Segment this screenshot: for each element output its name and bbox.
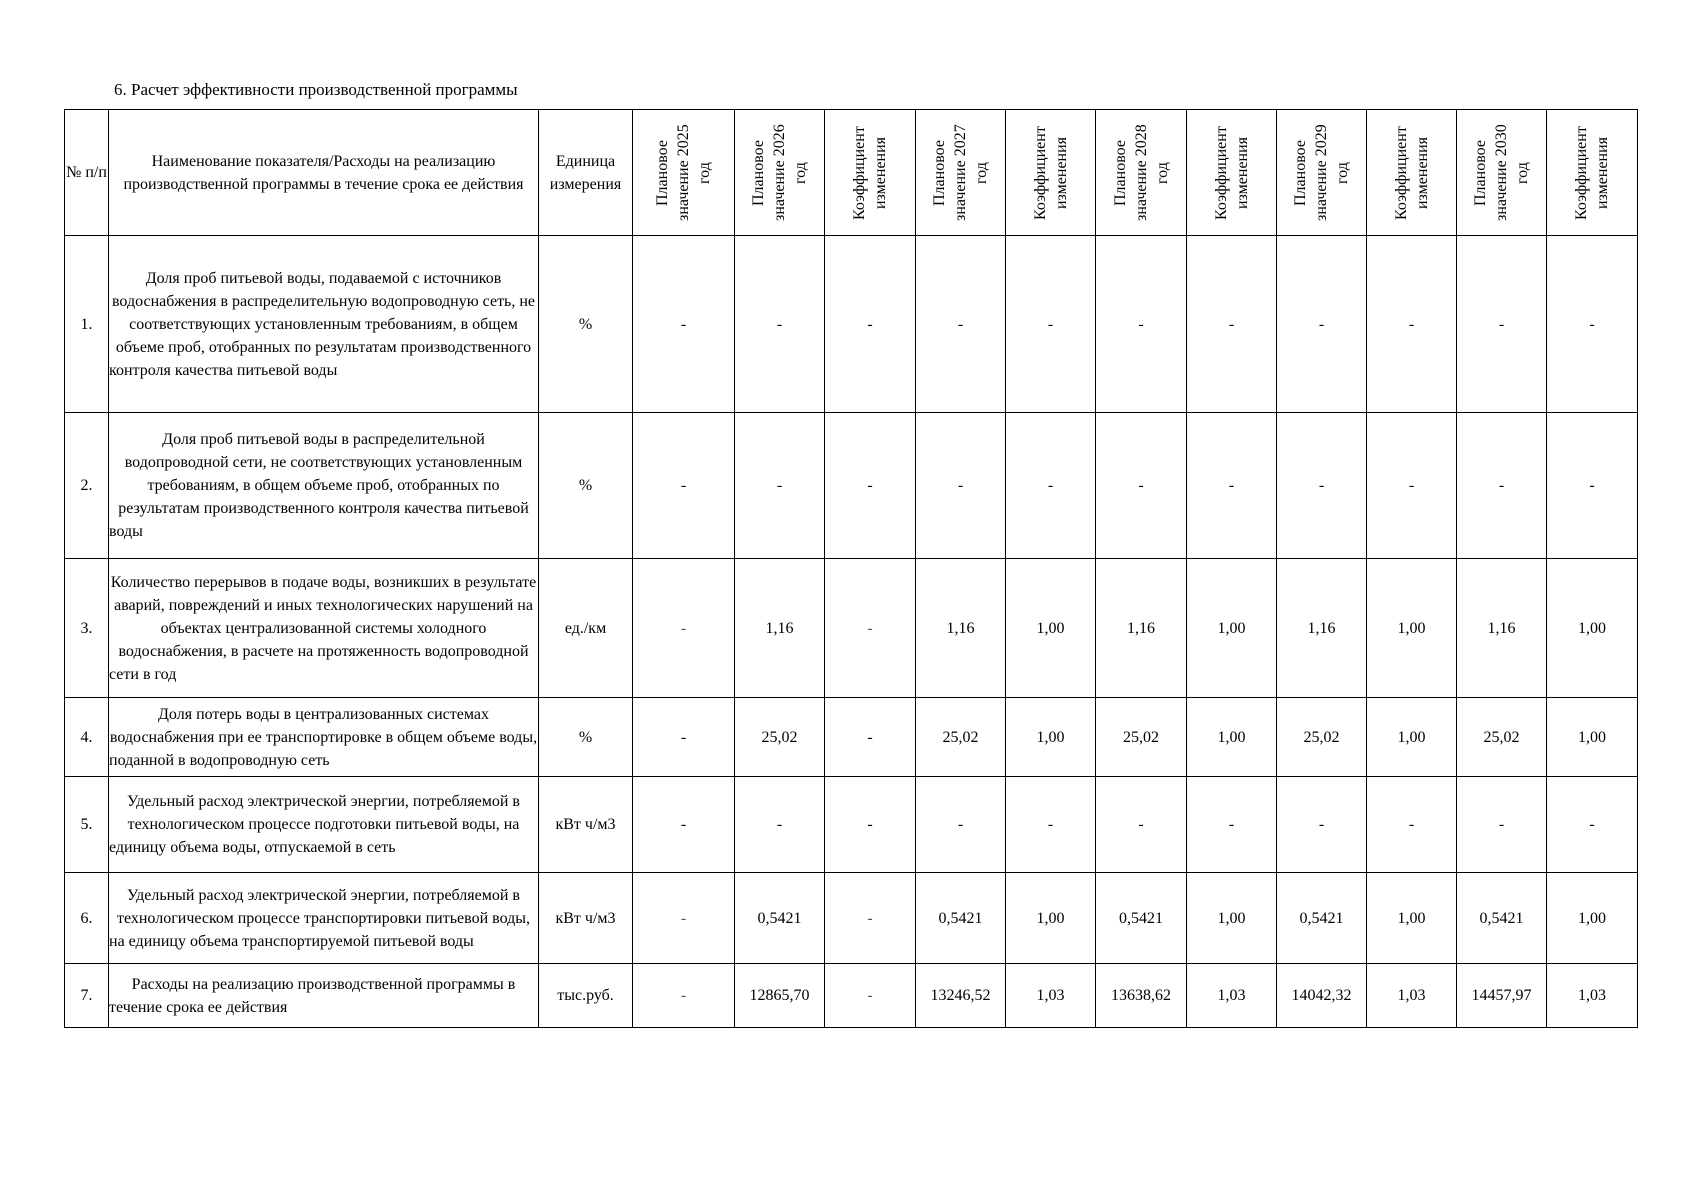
row-value-cell: 1,16: [1096, 559, 1187, 698]
row-value-cell: 1,00: [1006, 698, 1096, 777]
row-value-cell: -: [1187, 236, 1277, 413]
table-header-row: [65, 110, 1638, 236]
row-value-cell: 0,5421: [735, 873, 825, 964]
header-plan-2026: [735, 110, 825, 236]
row-value-cell: 1,00: [1367, 698, 1457, 777]
row-value-cell: 1,16: [1277, 559, 1367, 698]
row-indicator-name: Доля проб питьевой воды в распределительной водопроводной сети, не соответствующих установленным требованиям, в общем объеме проб, отобранных по результатам производственного контроля качества питьевой воды: [109, 413, 539, 559]
row-value-cell: -: [633, 559, 735, 698]
row-value-cell: 25,02: [1457, 698, 1547, 777]
row-value-cell: -: [633, 413, 735, 559]
row-indicator-name: Расходы на реализацию производственной программы в течение срока ее действия: [109, 964, 539, 1028]
header-plan-2028-label: Плановое значение 2028 год: [1111, 124, 1171, 221]
row-value-cell: 14457,97: [1457, 964, 1547, 1028]
row-value-cell: -: [1096, 236, 1187, 413]
header-coef-2028: [1187, 110, 1277, 236]
header-coef-2030-label: Коэффициент изменения: [1573, 125, 1611, 220]
header-num: № п/п: [65, 110, 109, 236]
row-value-cell: 25,02: [1277, 698, 1367, 777]
row-unit: кВт ч/м3: [539, 873, 633, 964]
header-unit: Единица измерения: [539, 110, 633, 236]
row-value-cell: -: [735, 236, 825, 413]
row-value-cell: -: [916, 236, 1006, 413]
row-unit: кВт ч/м3: [539, 777, 633, 873]
header-coef-2029: [1367, 110, 1457, 236]
row-value-cell: 1,00: [1547, 559, 1638, 698]
row-indicator-name: Удельный расход электрической энергии, потребляемой в технологическом процессе подготовки питьевой воды, на единицу объема воды, отпускаемой в сеть: [109, 777, 539, 873]
header-plan-2027: [916, 110, 1006, 236]
row-value-cell: -: [633, 964, 735, 1028]
row-unit: %: [539, 413, 633, 559]
row-value-cell: 1,03: [1006, 964, 1096, 1028]
row-value-cell: -: [1277, 236, 1367, 413]
row-value-cell: -: [633, 698, 735, 777]
row-value-cell: -: [735, 777, 825, 873]
row-value-cell: 12865,70: [735, 964, 825, 1028]
table-row: [65, 413, 1638, 559]
row-value-cell: -: [825, 236, 916, 413]
header-coef-2026-label: Коэффициент изменения: [851, 125, 889, 220]
row-value-cell: -: [825, 873, 916, 964]
row-value-cell: 1,03: [1187, 964, 1277, 1028]
row-value-cell: -: [1187, 777, 1277, 873]
row-value-cell: 1,00: [1547, 698, 1638, 777]
table-body: [65, 236, 1638, 1028]
row-value-cell: 1,00: [1547, 873, 1638, 964]
row-indicator-name: Доля потерь воды в централизованных системах водоснабжения при ее транспортировке в общем объеме воды, поданной в водопроводную сеть: [109, 698, 539, 777]
table-row: [65, 777, 1638, 873]
row-value-cell: -: [1457, 777, 1547, 873]
row-value-cell: 25,02: [735, 698, 825, 777]
table-row: [65, 964, 1638, 1028]
row-value-cell: -: [1367, 777, 1457, 873]
row-value-cell: -: [1547, 236, 1638, 413]
row-value-cell: 13246,52: [916, 964, 1006, 1028]
header-plan-2026-label: Плановое значение 2026 год: [750, 124, 809, 221]
header-plan-2025-label: Плановое значение 2025 год: [654, 124, 713, 221]
row-unit: %: [539, 236, 633, 413]
row-value-cell: -: [1187, 413, 1277, 559]
row-value-cell: 1,16: [916, 559, 1006, 698]
row-value-cell: -: [633, 873, 735, 964]
header-plan-2030: [1457, 110, 1547, 236]
row-value-cell: -: [1277, 777, 1367, 873]
header-plan-2030-label: Плановое значение 2030 год: [1472, 124, 1531, 221]
row-unit: %: [539, 698, 633, 777]
row-value-cell: -: [1367, 236, 1457, 413]
row-number: 4.: [65, 698, 109, 777]
row-value-cell: -: [825, 777, 916, 873]
row-value-cell: -: [1006, 777, 1096, 873]
row-value-cell: 1,16: [1457, 559, 1547, 698]
row-value-cell: -: [1096, 413, 1187, 559]
row-value-cell: -: [1457, 236, 1547, 413]
row-value-cell: -: [825, 559, 916, 698]
row-value-cell: 0,5421: [1096, 873, 1187, 964]
row-value-cell: 13638,62: [1096, 964, 1187, 1028]
row-value-cell: 1,00: [1006, 873, 1096, 964]
row-value-cell: -: [633, 777, 735, 873]
table-row: [65, 698, 1638, 777]
row-value-cell: -: [735, 413, 825, 559]
document-title: 6. Расчет эффективности производственной программы: [114, 80, 518, 99]
row-value-cell: 1,00: [1187, 873, 1277, 964]
header-coef-2026: [825, 110, 916, 236]
row-value-cell: -: [825, 413, 916, 559]
row-value-cell: 1,03: [1367, 964, 1457, 1028]
row-value-cell: 25,02: [1096, 698, 1187, 777]
header-name: Наименование показателя/Расходы на реализацию производственной программы в течение срока ее действия: [109, 110, 539, 236]
row-indicator-name: Удельный расход электрической энергии, потребляемой в технологическом процессе транспортировки питьевой воды, на единицу объема транспортируемой питьевой воды: [109, 873, 539, 964]
row-value-cell: 0,5421: [1277, 873, 1367, 964]
header-plan-2025: [633, 110, 735, 236]
row-number: 1.: [65, 236, 109, 413]
row-number: 6.: [65, 873, 109, 964]
row-value-cell: 1,03: [1547, 964, 1638, 1028]
efficiency-table: [64, 109, 1638, 1028]
row-unit: тыс.руб.: [539, 964, 633, 1028]
row-value-cell: -: [1006, 236, 1096, 413]
header-coef-2029-label: Коэффициент изменения: [1392, 125, 1431, 220]
row-value-cell: -: [1547, 413, 1638, 559]
header-coef-2028-label: Коэффициент изменения: [1212, 125, 1251, 220]
row-indicator-name: Количество перерывов в подаче воды, возникших в результате аварий, повреждений и иных технологических нарушений на объектах централизованной системы холодного водоснабжения, в расчете на протяженность водопроводной сети в год: [109, 559, 539, 698]
row-value-cell: 1,00: [1187, 698, 1277, 777]
header-coef-2027-label: Коэффициент изменения: [1031, 125, 1070, 220]
row-value-cell: 1,00: [1187, 559, 1277, 698]
header-plan-2029: [1277, 110, 1367, 236]
row-indicator-name: Доля проб питьевой воды, подаваемой с источников водоснабжения в распределительную водопроводную сеть, не соответствующих установленным требованиям, в общем объеме проб, отобранных по результатам производственного контроля качества питьевой воды: [109, 236, 539, 413]
row-number: 3.: [65, 559, 109, 698]
header-coef-2030: [1547, 110, 1638, 236]
header-coef-2027: [1006, 110, 1096, 236]
row-value-cell: -: [1367, 413, 1457, 559]
row-value-cell: 1,00: [1367, 559, 1457, 698]
table-row: [65, 236, 1638, 413]
row-value-cell: -: [825, 964, 916, 1028]
row-value-cell: -: [1547, 777, 1638, 873]
row-value-cell: 0,5421: [916, 873, 1006, 964]
row-value-cell: -: [1457, 413, 1547, 559]
row-value-cell: -: [1277, 413, 1367, 559]
row-value-cell: 1,00: [1006, 559, 1096, 698]
row-value-cell: 14042,32: [1277, 964, 1367, 1028]
row-value-cell: -: [916, 777, 1006, 873]
table-row: [65, 559, 1638, 698]
row-unit: ед./км: [539, 559, 633, 698]
row-number: 7.: [65, 964, 109, 1028]
row-value-cell: -: [1096, 777, 1187, 873]
row-value-cell: 0,5421: [1457, 873, 1547, 964]
row-number: 5.: [65, 777, 109, 873]
row-number: 2.: [65, 413, 109, 559]
row-value-cell: -: [916, 413, 1006, 559]
header-plan-2028: [1096, 110, 1187, 236]
header-plan-2027-label: Плановое значение 2027 год: [931, 124, 990, 221]
row-value-cell: -: [825, 698, 916, 777]
table-row: [65, 873, 1638, 964]
row-value-cell: 1,00: [1367, 873, 1457, 964]
row-value-cell: -: [1006, 413, 1096, 559]
row-value-cell: 25,02: [916, 698, 1006, 777]
row-value-cell: 1,16: [735, 559, 825, 698]
header-plan-2029-label: Плановое значение 2029 год: [1292, 124, 1351, 221]
row-value-cell: -: [633, 236, 735, 413]
